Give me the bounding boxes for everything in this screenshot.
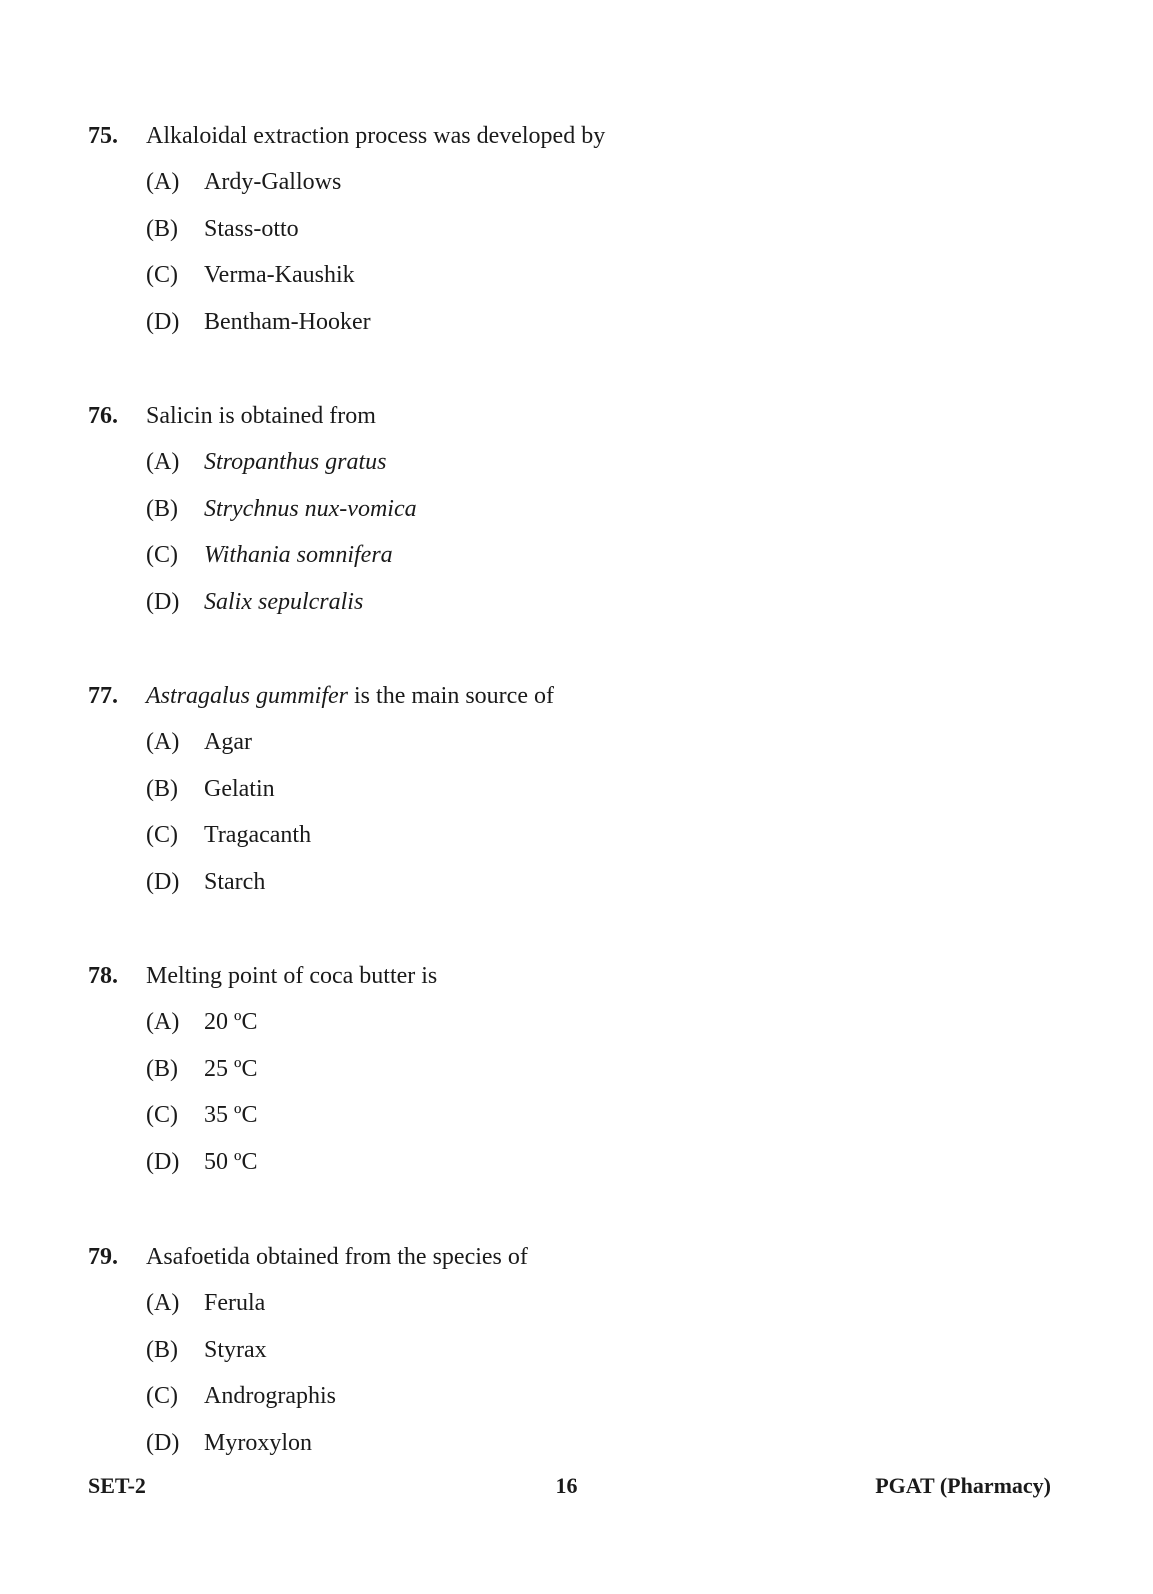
option-text: Myroxylon — [204, 1430, 312, 1456]
option-b — [0, 1335, 1153, 1365]
option-c — [0, 260, 1153, 290]
option-letter: (A) — [146, 169, 180, 195]
option-a — [0, 1288, 1153, 1318]
question-number: 77. — [88, 683, 118, 709]
species-name: Astragalus gummifer — [146, 683, 349, 709]
option-letter: (D) — [146, 589, 180, 615]
question-text: Melting point of coca butter is — [146, 963, 438, 989]
option-letter: (B) — [146, 1337, 178, 1363]
option-a — [0, 1007, 1153, 1037]
option-c — [0, 1100, 1153, 1130]
option-letter: (C) — [146, 542, 178, 568]
option-text: Ardy-Gallows — [204, 169, 342, 195]
option-text: Withania somnifera — [204, 542, 393, 568]
option-c — [0, 540, 1153, 570]
option-a — [0, 447, 1153, 477]
option-text: Ferula — [204, 1290, 266, 1316]
option-d — [0, 587, 1153, 617]
option-text: 25 ºC — [204, 1056, 258, 1082]
option-letter: (B) — [146, 496, 178, 522]
option-text: Verma-Kaushik — [204, 262, 355, 288]
set-label: SET-2 — [88, 1473, 146, 1498]
option-d — [0, 307, 1153, 337]
option-letter: (A) — [146, 1290, 180, 1316]
option-d — [0, 867, 1153, 897]
option-letter: (C) — [146, 1383, 178, 1409]
option-letter: (C) — [146, 1102, 178, 1128]
option-text: Gelatin — [204, 776, 275, 802]
option-letter: (D) — [146, 1149, 180, 1175]
option-text: Tragacanth — [204, 822, 312, 848]
option-b — [0, 1054, 1153, 1084]
option-letter: (A) — [146, 449, 180, 475]
option-text: Strychnus nux-vomica — [204, 496, 417, 522]
option-text: 35 ºC — [204, 1102, 258, 1128]
option-letter: (D) — [146, 1430, 180, 1456]
option-b — [0, 214, 1153, 244]
question-number: 79. — [88, 1244, 118, 1270]
option-letter: (C) — [146, 822, 178, 848]
page-footer — [0, 1471, 1153, 1501]
option-letter: (A) — [146, 729, 180, 755]
question-stem — [0, 1242, 1153, 1272]
option-c — [0, 1381, 1153, 1411]
question-stem — [0, 401, 1153, 431]
option-text: Agar — [204, 729, 252, 755]
option-text: Bentham-Hooker — [204, 309, 371, 335]
option-letter: (C) — [146, 262, 178, 288]
question-text: Salicin is obtained from — [146, 403, 376, 429]
option-letter: (D) — [146, 309, 180, 335]
option-d — [0, 1428, 1153, 1458]
question-stem — [0, 961, 1153, 991]
option-letter: (B) — [146, 776, 178, 802]
exam-title: PGAT (Pharmacy) — [875, 1473, 1051, 1498]
question-text: Alkaloidal extraction process was developed by — [146, 123, 606, 149]
option-text: 20 ºC — [204, 1009, 258, 1035]
question-number: 76. — [88, 403, 118, 429]
option-a — [0, 167, 1153, 197]
question-text: Asafoetida obtained from the species of — [146, 1244, 528, 1270]
option-letter: (D) — [146, 869, 180, 895]
option-text: Stropanthus gratus — [204, 449, 387, 475]
option-text: Andrographis — [204, 1383, 336, 1409]
page-number: 16 — [555, 1473, 578, 1498]
option-letter: (A) — [146, 1009, 180, 1035]
question-text-rest: is the main source of — [348, 683, 554, 709]
option-b — [0, 494, 1153, 524]
question-text — [146, 681, 554, 711]
option-letter: (B) — [146, 216, 178, 242]
option-text: Salix sepulcralis — [204, 589, 364, 615]
option-b — [0, 774, 1153, 804]
question-stem — [0, 681, 1153, 711]
option-a — [0, 727, 1153, 757]
option-text: Stass-otto — [204, 216, 299, 242]
question-number: 75. — [88, 123, 118, 149]
option-letter: (B) — [146, 1056, 178, 1082]
option-text: Styrax — [204, 1337, 267, 1363]
option-text: 50 ºC — [204, 1149, 258, 1175]
option-c — [0, 820, 1153, 850]
question-stem — [0, 121, 1153, 151]
option-text: Starch — [204, 869, 266, 895]
question-number: 78. — [88, 963, 118, 989]
option-d — [0, 1147, 1153, 1177]
